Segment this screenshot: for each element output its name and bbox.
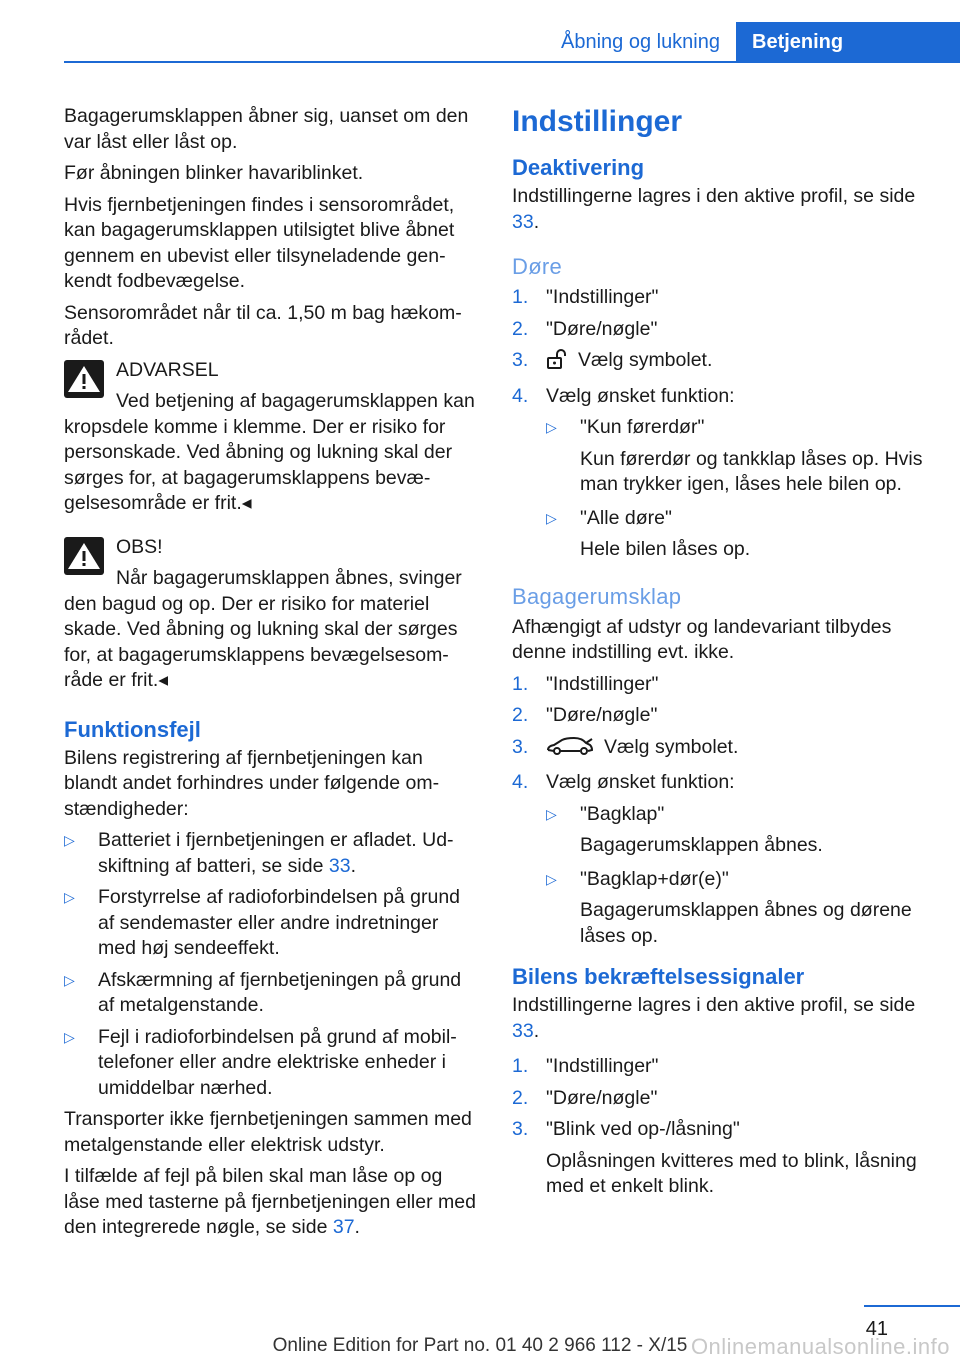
step-item: 3. Vælg symbolet.: [512, 348, 932, 378]
warning-triangle-icon: [64, 537, 104, 575]
step-item: 2. "Døre/nøgle": [512, 1086, 658, 1109]
step-item: 2. "Døre/nøgle": [512, 317, 658, 340]
triangle-bullet-icon: ▷: [64, 832, 75, 848]
section-heading-malfunction: Funktionsfejl: [64, 716, 201, 742]
chapter-tab[interactable]: Betjening: [736, 22, 960, 62]
paragraph: Hvis fjernbetjeningen findes i sensorområdet, kan bagagerumsklappen utilsigtet blive åbnet gennem en ubevist eller tilsyneladende gen-kendt fodbevægelse.: [64, 193, 455, 292]
warning-triangle-icon: [64, 360, 104, 398]
step-item: 1. "Indstillinger": [512, 286, 659, 308]
triangle-bullet-icon: ▷: [64, 971, 75, 988]
car-outline-icon: [546, 735, 594, 765]
footer-rule: [864, 1305, 960, 1307]
list-item: ▷ Afskærmning af fjernbetjeningen på grund af metalgenstande.: [64, 968, 462, 1016]
step-item: 3. "Blink ved op-/låsning" Oplåsningen kvitteres med to blink, låsning med et enkelt blink.: [512, 1118, 917, 1197]
left-column: [64, 104, 480, 1247]
paragraph: Transporter ikke fjernbetjeningen sammen med metalgenstande eller elektrisk udstyr.: [64, 1108, 472, 1156]
triangle-bullet-icon: ▷: [546, 509, 557, 526]
right-column: [512, 104, 932, 1206]
caution-title: OBS!: [116, 535, 163, 558]
triangle-bullet-icon: ▷: [546, 805, 557, 822]
doors-steps: [512, 285, 932, 563]
page-link[interactable]: 33: [512, 1019, 534, 1042]
confirmation-steps: [512, 1054, 932, 1200]
section-heading-deactivation: Deaktivering: [512, 155, 645, 180]
page-link[interactable]: 33: [512, 210, 534, 233]
paragraph: Afhængigt af udstyr og landevariant tilbydes denne indstilling evt. ikke.: [512, 615, 892, 663]
page-link[interactable]: 33: [328, 854, 351, 877]
triangle-bullet-icon: ▷: [546, 870, 557, 887]
trunk-steps: [512, 672, 932, 950]
caution-body: Når bagagerumsklappen åbnes, svinger den bagud og op. Der er risiko for materiel skade. Ved åbning og lukning skal der sørges for, at bagagerumsklappens bevægelsesom-råde er frit.◂: [64, 567, 462, 691]
triangle-bullet-icon: ▷: [64, 1028, 75, 1045]
step-item: 1. "Indstillinger": [512, 672, 659, 695]
page-header: [0, 0, 960, 62]
caution-box: [64, 535, 480, 694]
paragraph: Indstillingerne lagres i den aktive profil, se side 33.: [512, 185, 916, 233]
step-item: 4. Vælg ønsket funktion: ▷ "Kun førerdør" Kun førerdør og tankklap låses op. Hvis man trykker igen, låses hele bilen op. ▷ "Alle døre" Hele bilen låses op.: [512, 384, 932, 563]
header-rule: [64, 61, 960, 63]
page-link[interactable]: 37: [332, 1216, 355, 1238]
paragraph: I tilfælde af fejl på bilen skal man låse op og låse med tasterne på fjernbetjeningen eller med den integrerede nøgle, se side 37.: [64, 1165, 476, 1238]
paragraph: Bilens registrering af fjernbetjeningen kan blandt andet forhindres under følgende om-stændigheder:: [64, 746, 440, 820]
list-item: ▷ Batteriet i fjernbetjeningen er afladet. Ud-skiftning af batteri, se side 33.: [64, 829, 454, 877]
subheading-trunk: Bagagerumsklap: [512, 583, 682, 609]
paragraph: Bagagerumsklappen åbner sig, uanset om den var låst eller låst op.: [64, 105, 469, 153]
padlock-open-icon: [546, 348, 568, 378]
step-item: 4. Vælg ønsket funktion: ▷ "Bagklap" Bagagerumsklappen åbnes. ▷ "Bagklap+dør(e)" Bagagerumsklappen åbnes og dørene låses op.: [512, 770, 932, 949]
page-title: Indstillinger: [512, 105, 683, 138]
step-item: 2. "Døre/nøgle": [512, 704, 658, 726]
section-tab[interactable]: Åbning og lukning: [560, 31, 720, 53]
subheading-doors: Døre: [512, 254, 563, 279]
list-item: ▷ Forstyrrelse af radioforbindelsen på grund af sendemaster eller andre indretninger med høj sendeeffekt.: [64, 886, 461, 959]
watermark: Onlinemanualsonline.info: [690, 1334, 950, 1359]
option-item: ▷ "Alle døre" Hele bilen låses op.: [546, 506, 751, 560]
edition-footer: Online Edition for Part no. 01 40 2 966 112 - X/15: [272, 1335, 688, 1356]
paragraph: Sensorområdet når til ca. 1,50 m bag hækom-rådet.: [64, 301, 462, 349]
list-item: ▷ Fejl i radioforbindelsen på grund af mobil-telefoner eller andre elektriske enheder i umiddelbar nærhed.: [64, 1025, 457, 1099]
section-heading-confirmation: Bilens bekræftelsessignaler: [512, 964, 805, 989]
option-item: ▷ "Bagklap+dør(e)" Bagagerumsklappen åbnes og dørene låses op.: [546, 867, 912, 947]
step-item: 3. Vælg symbolet.: [512, 735, 932, 765]
malfunction-list: [64, 828, 480, 1101]
option-item: ▷ "Bagklap" Bagagerumsklappen åbnes.: [546, 802, 823, 856]
triangle-bullet-icon: ▷: [64, 889, 75, 905]
option-list: [546, 802, 932, 950]
step-item: 1. "Indstillinger": [512, 1055, 659, 1077]
paragraph: Før åbningen blinker havariblinket.: [64, 162, 364, 184]
warning-title: ADVARSEL: [116, 358, 219, 381]
paragraph: Indstillingerne lagres i den aktive profil, se side 33.: [512, 994, 916, 1042]
option-list: [546, 415, 932, 563]
triangle-bullet-icon: ▷: [546, 419, 557, 435]
page-number: 41: [865, 1318, 888, 1340]
warning-body: Ved betjening af bagagerumsklappen kan kropsdele komme i klemme. Der er risiko for personskade. Ved åbning og lukning skal der sørges for, at bagagerumsklappens bevæ-gelsesområde er frit.◂: [64, 390, 475, 514]
option-item: ▷ "Kun førerdør" Kun førerdør og tankklap låses op. Hvis man trykker igen, låses hele bilen op.: [546, 416, 923, 495]
warning-box: [64, 358, 480, 517]
